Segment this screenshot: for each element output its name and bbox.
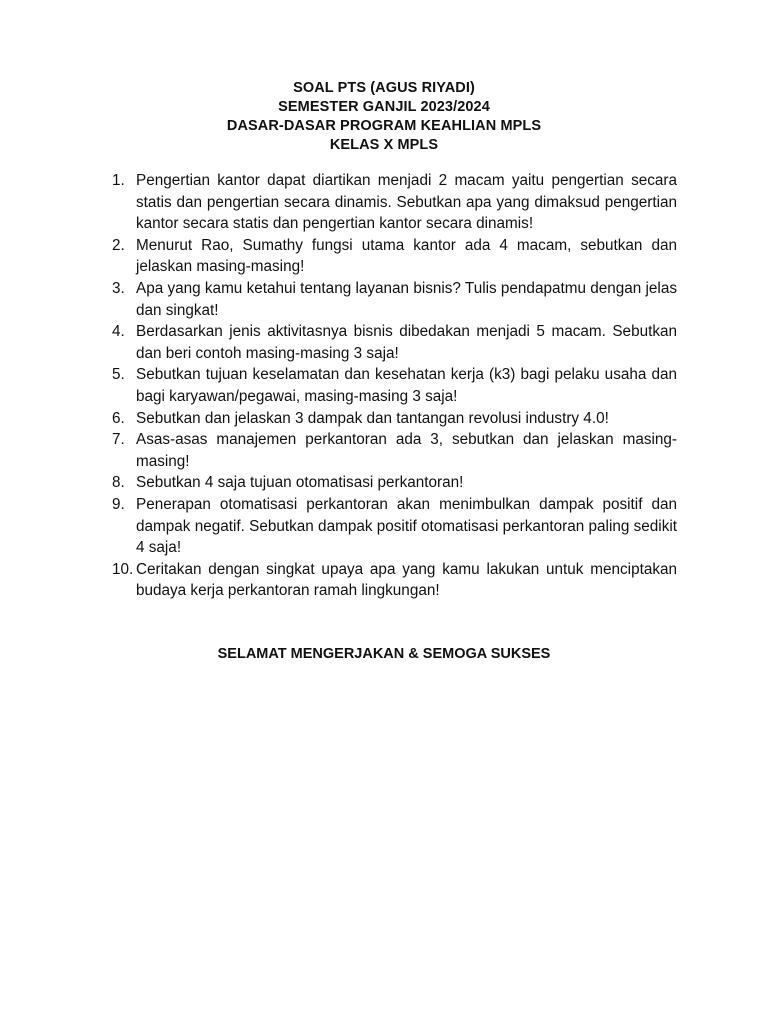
question-number: 10. xyxy=(112,560,134,578)
question-text: Asas-asas manajemen perkantoran ada 3, sebutkan dan jelaskan masing-masing! xyxy=(136,431,677,470)
question-number: 3. xyxy=(112,279,125,297)
question-number: 8. xyxy=(112,474,125,492)
question-list xyxy=(91,170,677,602)
question-item xyxy=(91,429,677,472)
question-number: 4. xyxy=(112,323,125,341)
question-item xyxy=(91,364,677,407)
question-item xyxy=(91,170,677,235)
class-line: KELAS X MPLS xyxy=(329,137,439,153)
question-text: Sebutkan tujuan keselamatan dan kesehatan kerja (k3) bagi pelaku usaha dan bagi karyawan/pegawai, masing-masing 3 saja! xyxy=(136,366,677,405)
question-text: Sebutkan dan jelaskan 3 dampak dan tantangan revolusi industry 4.0! xyxy=(136,409,609,427)
question-number: 5. xyxy=(112,366,125,384)
question-number: 7. xyxy=(112,431,125,449)
question-text: Pengertian kantor dapat diartikan menjadi 2 macam yaitu pengertian secara statis dan pengertian secara dinamis. Sebutkan apa yang dimaksud pengertian kantor secara statis dan pengertian kantor secara dinamis! xyxy=(136,172,677,233)
question-number: 6. xyxy=(112,409,125,427)
question-item xyxy=(91,408,677,430)
question-item xyxy=(91,321,677,364)
question-item xyxy=(91,472,677,494)
question-text: Penerapan otomatisasi perkantoran akan menimbulkan dampak positif dan dampak negatif. Sebutkan dampak positif otomatisasi perkantoran paling sedikit 4 saja! xyxy=(136,495,677,557)
question-item xyxy=(91,494,677,559)
closing-message: SELAMAT MENGERJAKAN & SEMOGA SUKSES xyxy=(217,646,551,662)
question-item xyxy=(91,559,677,602)
question-text: Berdasarkan jenis aktivitasnya bisnis dibedakan menjadi 5 macam. Sebutkan dan beri contoh masing-masing 3 saja! xyxy=(136,323,677,362)
question-text: Ceritakan dengan singkat upaya apa yang kamu lakukan untuk menciptakan budaya kerja perkantoran ramah lingkungan! xyxy=(136,560,677,600)
question-item xyxy=(91,235,677,278)
document-header xyxy=(0,79,768,155)
question-number: 1. xyxy=(112,172,125,189)
question-number: 2. xyxy=(112,236,125,254)
semester-line: SEMESTER GANJIL 2023/2024 xyxy=(278,99,490,115)
subject-line: DASAR-DASAR PROGRAM KEAHLIAN MPLS xyxy=(226,118,542,134)
question-number: 9. xyxy=(112,495,125,513)
question-item xyxy=(91,278,677,321)
question-text: Sebutkan 4 saja tujuan otomatisasi perkantoran! xyxy=(136,474,464,492)
question-text: Apa yang kamu ketahui tentang layanan bisnis? Tulis pendapatmu dengan jelas dan singkat! xyxy=(136,279,677,319)
exam-title: SOAL PTS (AGUS RIYADI) xyxy=(293,80,475,96)
question-text: Menurut Rao, Sumathy fungsi utama kantor ada 4 macam, sebutkan dan jelaskan masing-masing! xyxy=(136,236,677,276)
